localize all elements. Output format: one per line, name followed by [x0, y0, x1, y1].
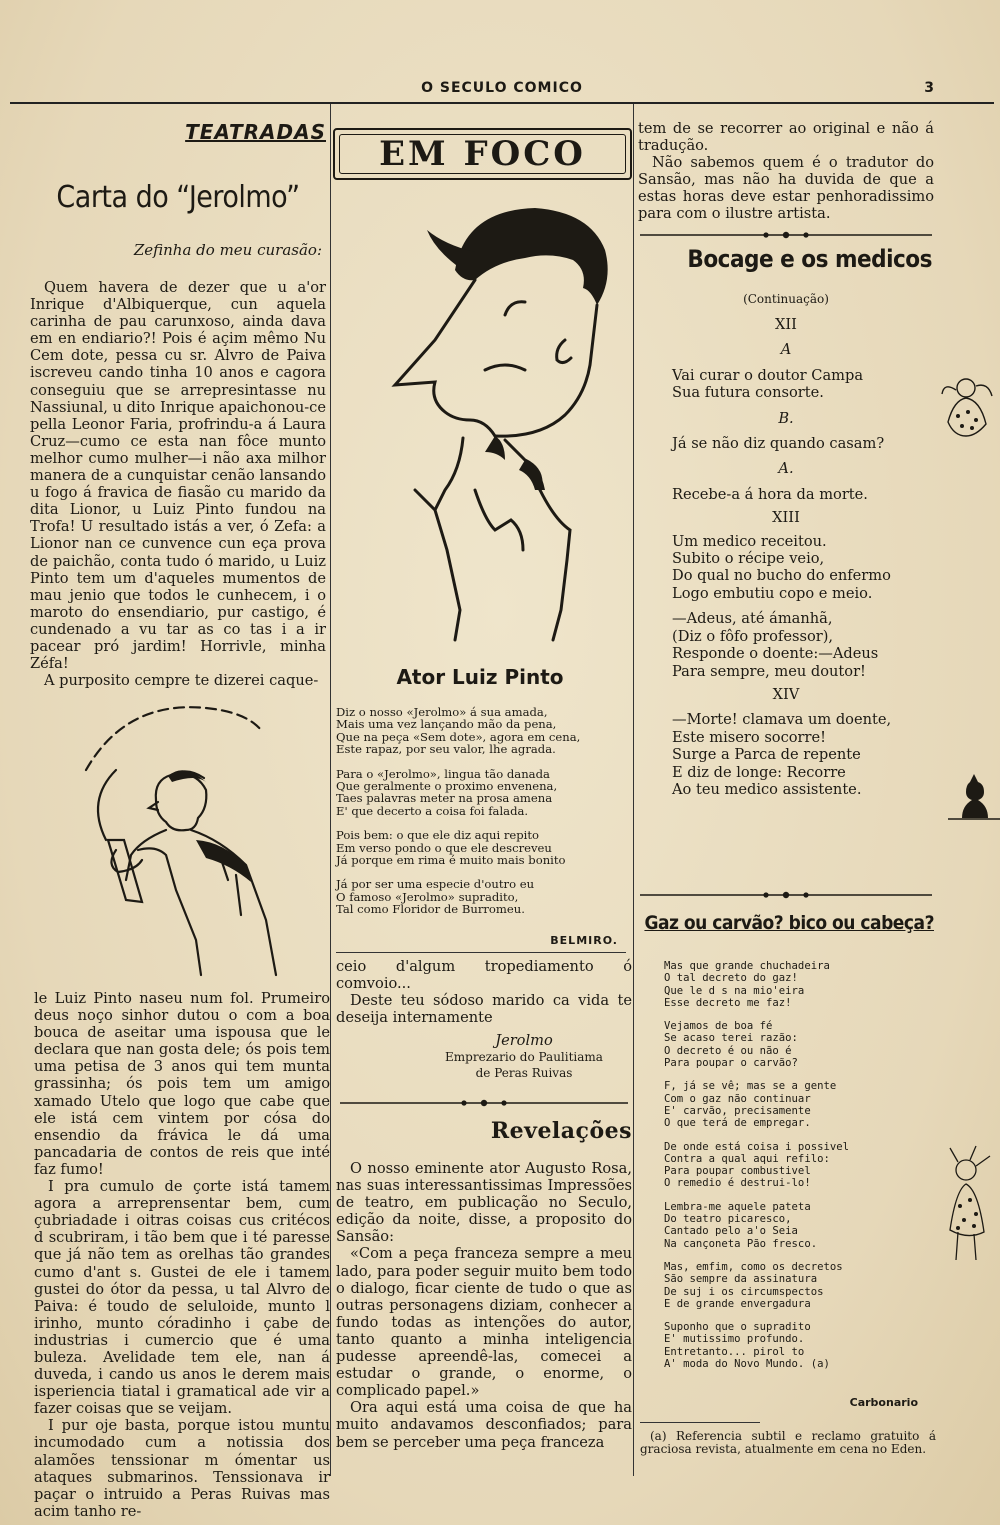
verse-line: Para poupar combustivel: [664, 1165, 811, 1178]
verse-line: Surge a Parca de repente: [672, 746, 861, 764]
verse-line: —Adeus, até ámanhã,: [672, 610, 833, 628]
verse-line: Responde o doente:—Adeus: [672, 645, 879, 663]
divider: [336, 952, 626, 953]
verse-line: Recebe-a á hora da morte.: [672, 485, 868, 503]
paragraph: tem de se recorrer ao original e não á tradução.: [638, 120, 934, 155]
article-title: Carta do “Jerolmo”: [56, 180, 300, 215]
speaker-label: A.: [778, 460, 794, 478]
verse-line: Mais uma vez lançando mão da pena,: [336, 717, 557, 732]
revelacoes-heading: Revelações: [490, 1118, 632, 1144]
verse-line: E' que decerto a coisa foi falada.: [336, 803, 529, 818]
verse-line: Entretanto... pirol to: [664, 1345, 805, 1358]
verse-line: Tal como Floridor de Burromeu.: [336, 902, 525, 917]
verse-line: Logo embutiu copo e meio.: [672, 584, 873, 602]
verse-line: O que terá de empregar.: [664, 1117, 811, 1130]
verse-line: Vejamos de boa fé: [664, 1020, 773, 1033]
signature-title: de Peras Ruivas: [475, 1065, 573, 1080]
verse-line: E de grande envergadura: [664, 1297, 811, 1310]
paragraph: Ora aqui está uma coisa de que ha muito andavamos desconfiados; para bem se perceber uma peça franceza: [336, 1399, 632, 1451]
stanza: [664, 1261, 938, 1310]
paragraph: Quem havera de dezer que u a'or Inrique d'Albiquerque, cun aquela carinha de pau carunxoso, ainda dava em en endiario?! Pois é açim mêmo Nu Cem dote, pessa cu sr. Alvro de Paiva iscreveu cando tinha 10 anos e cagora conseguiu que se arrepresintasse nu Nassiunal, u dito Inrique apaichonou-ce pella Leonor Faria, profrindu-a á Laura Cruz—cumo ce esta nan fôce munto melhor cumo mulher—i não axa milhor manera de a cunquistar cenão lansando u fogo á fravica de fiasão cu marido da dita Lionor, u Luiz Pinto fundou na Trofa! U resultado istás a ver, ó Zefa: a Lionor nan ce cunvence cun eça prova de paichão, conta tudo ó marido, u Luiz Pinto tem um d'aqueles mumentos de mau jenio que todos le cunhecem, i o maroto do ensendiario, pur castigo, é cundenado a vu tar as co tas i a ir pacear pró jardim! Horrivle, minha Zéfa!: [30, 279, 326, 673]
verse-line: Esse decreto me faz!: [664, 996, 792, 1009]
stanza: [664, 1201, 938, 1250]
verse-line: O famoso «Jerolmo» supradito,: [336, 889, 519, 904]
signature-title: Emprezario do Paulitiama: [445, 1050, 603, 1065]
verse-line: Suponho que o supradito: [664, 1321, 811, 1334]
paragraph: ceio d'algum tropediamento ó comvoio...: [336, 958, 632, 993]
verse-line: Na cançoneta Pão fresco.: [664, 1237, 818, 1250]
stanza: [336, 829, 626, 866]
verse-line: Já porque em rima é muito mais bonito: [336, 853, 566, 868]
em-foco-poem: [336, 706, 626, 928]
verse-line: Mas que grande chuchadeira: [664, 960, 830, 972]
verse-line: E' mutissimo profundo.: [664, 1333, 805, 1346]
stanza-number: XIV: [772, 685, 800, 703]
paragraph: O nosso eminente ator Augusto Rosa, nas suas interessantissimas Impressões de teatro, em publicação no Seculo, edição da noite, disse, a proposito do Sansão:: [336, 1160, 632, 1246]
verse-line: De onde está coisa i possivel: [664, 1140, 849, 1153]
verse-line: Que geralmente o proximo envenena,: [336, 779, 558, 794]
verse-line: E diz de longe: Recorre: [672, 763, 846, 781]
carta-ending: [336, 958, 632, 1080]
section-kicker: TEATRADAS: [185, 120, 326, 144]
footnote-rule: [640, 1422, 760, 1423]
stanza: [336, 706, 626, 756]
verse-line: Que na peça «Sem dote», agora em cena,: [336, 729, 581, 744]
stanza: [664, 1141, 938, 1190]
verse-line: Lembra-me aquele pateta: [664, 1200, 811, 1213]
portrait-caption: Ator Luiz Pinto: [396, 665, 564, 689]
verse-line: Pois bem: o que ele diz aqui repito: [336, 828, 540, 843]
salutation: Zefinha do meu curasão:: [133, 241, 322, 259]
stanza: [336, 768, 626, 818]
em-foco-banner: [333, 128, 632, 180]
torch-man-illustration: [46, 690, 316, 980]
paragraph: Não sabemos quem é o tradutor do Sansão, mas não ha duvida de que a estas horas deve estar penhoradissimo para com o ilustre artista.: [638, 154, 934, 223]
doodle-cat-icon: [948, 772, 1000, 822]
verse-line: Do teatro picaresco,: [664, 1213, 792, 1226]
continuation-label: (Continuação): [743, 292, 829, 306]
actor-caricature-portrait: [335, 190, 625, 660]
verse-line: O decreto é ou não é: [664, 1044, 792, 1057]
verse-line: Este misero socorre!: [672, 728, 827, 746]
ornamental-divider: [340, 1098, 628, 1108]
stanza-number: XIII: [772, 509, 800, 527]
doodle-figure-icon: [940, 1140, 996, 1270]
stanza: [336, 878, 626, 915]
verse-line: Este rapaz, por seu valor, lhe agrada.: [336, 742, 556, 757]
gaz-poem: [664, 960, 938, 1381]
verse-line: Já por ser uma especie d'outro eu: [336, 877, 535, 892]
verse-line: Taes palavras meter na prosa amena: [336, 791, 553, 806]
verse-line: Um medico receitou.: [672, 532, 827, 550]
verse-line: Cantado pelo a'o Seia: [664, 1225, 798, 1238]
revelacoes-article: [336, 1160, 632, 1451]
verse-line: Para o «Jerolmo», lingua tão danada: [336, 766, 550, 781]
verse-line: Sua futura consorte.: [672, 384, 824, 402]
speaker-label: A: [780, 341, 792, 359]
verse-line: O tal decreto do gaz!: [664, 972, 798, 985]
verse-line: Para sempre, meu doutor!: [672, 662, 866, 680]
column-divider: [633, 104, 634, 1476]
verse-line: Vai curar o doutor Campa: [672, 366, 864, 384]
column-divider: [330, 104, 331, 1476]
verse-line: (Diz o fôfo professor),: [672, 627, 834, 645]
verse-line: O remedio é destrui-lo!: [664, 1177, 811, 1190]
verse-line: A' moda do Novo Mundo. (a): [664, 1358, 830, 1371]
verse-line: São sempre da assinatura: [664, 1273, 818, 1286]
speaker-label: B.: [778, 409, 794, 427]
paragraph: Deste teu sódoso marido ca vida te deseija internamente: [336, 992, 632, 1027]
footnote: (a) Referencia subtil e reclamo gratuito á graciosa revista, atualmente em cena no Eden.: [640, 1429, 936, 1456]
masthead: [10, 78, 994, 104]
poem-signature: Carbonario: [849, 1396, 918, 1409]
verse-line: —Morte! clamava um doente,: [672, 711, 892, 729]
paragraph: «Com a peça franceza sempre a meu lado, para poder seguir muito bem todo o dialogo, ficar ciente de tudo o que as outras personagens diziam, conhecer a fundo todas as intenções do autor, tanto quanto a minha inteligencia pudesse apreendê-las, comecei a estudar o grande, o enorme, o complicado papel.»: [336, 1245, 632, 1400]
letter-signature: Jerolmo: [495, 1032, 553, 1050]
paragraph: I pra cumulo de çorte istá tamem agora a arreprensentar bem, cum çubriadade i oitras coisas cus critécos d scubriram, i tão bem que i té paresse que já não tem as orelhas tão grandes cumo d'ant s. Gustei de ele i tamem gustei do ótor da pessa, u tal Alvro de Paiva: é toudo de seluloide, munto l irinho, munto córadinho i çabe de industrias i cumercio que é uma buleza. Avelidade tem ele, nan á duveda, i cando us anos le derem mais isperiencia tiatal i gramatical ade vir a fazer coisas que se veijam.: [34, 1178, 330, 1418]
verse-line: Que le d s na mio'eira: [664, 984, 805, 997]
paragraph: le Luiz Pinto naseu num fol. Prumeiro deus noço sinhor dutou o com a boa bouca de aseitar uma ispousa que le declara que nan gosta dele; ós pois tem uma petisa de 3 anos qui tem munta grassinha; ós pois tem um amigo xamado Utelo que logo que cabe que ele istá cem vintem por cósa do ensendio da frávica le dá uma pancadaria de contos de reis que inté faz fumo!: [34, 990, 330, 1178]
teatradas-continuation: [34, 990, 330, 1520]
stanza-number: XII: [775, 316, 797, 333]
verse-line: E' carvão, precisamente: [664, 1104, 811, 1117]
verse-line: Subito o récipe veio,: [672, 550, 825, 568]
ornamental-divider: [640, 890, 932, 900]
gaz-heading: Gaz ou carvão? bico ou cabeça?: [644, 912, 934, 934]
teatradas-article: [30, 120, 326, 689]
paragraph: I pur oje basta, porque istou muntu incumodado cum a notissia dos alamões tenssionar m ómentar us ataques submarinos. Tenssionava ir paçar o intruido a Peras Ruivas mas acim tanho re-: [34, 1417, 330, 1520]
ornamental-divider: [640, 230, 932, 240]
stanza: [664, 960, 938, 1009]
stanza: [664, 1321, 938, 1370]
verse-line: Para poupar o carvão?: [664, 1057, 798, 1070]
verse-line: F, já se vê; mas se a gente: [664, 1080, 837, 1093]
paragraph: A purposito cempre te dizerei caque-: [44, 672, 319, 690]
verse-line: Em verso pondo o que ele descreveu: [336, 840, 552, 855]
verse-line: Com o gaz não continuar: [664, 1092, 811, 1105]
verse-line: De suj i os circumspectos: [664, 1285, 824, 1298]
verse-line: Do qual no bucho do enfermo: [672, 567, 891, 585]
bocage-heading: Bocage e os medicos: [687, 245, 932, 273]
masthead-title: O SECULO COMICO: [421, 80, 583, 96]
bocage-verses: [672, 316, 934, 798]
revelacoes-continuation: [638, 120, 934, 223]
verse-line: Já se não diz quando casam?: [672, 435, 885, 453]
verse-line: Diz o nosso «Jerolmo» á sua amada,: [336, 705, 548, 719]
verse-line: Se acaso terei razão:: [664, 1032, 798, 1045]
verse-line: Contra a qual aqui refilo:: [664, 1152, 830, 1165]
em-foco-heading: EM FOCO: [379, 134, 586, 174]
verse-line: Mas, emfim, como os decretos: [664, 1260, 843, 1273]
doodle-figure-icon: [936, 372, 996, 462]
stanza: [664, 1080, 938, 1129]
verse-line: Ao teu medico assistente.: [672, 780, 862, 798]
page-number: 3: [924, 80, 934, 96]
stanza: [664, 1020, 938, 1069]
poem-signature: BELMIRO.: [550, 934, 618, 947]
